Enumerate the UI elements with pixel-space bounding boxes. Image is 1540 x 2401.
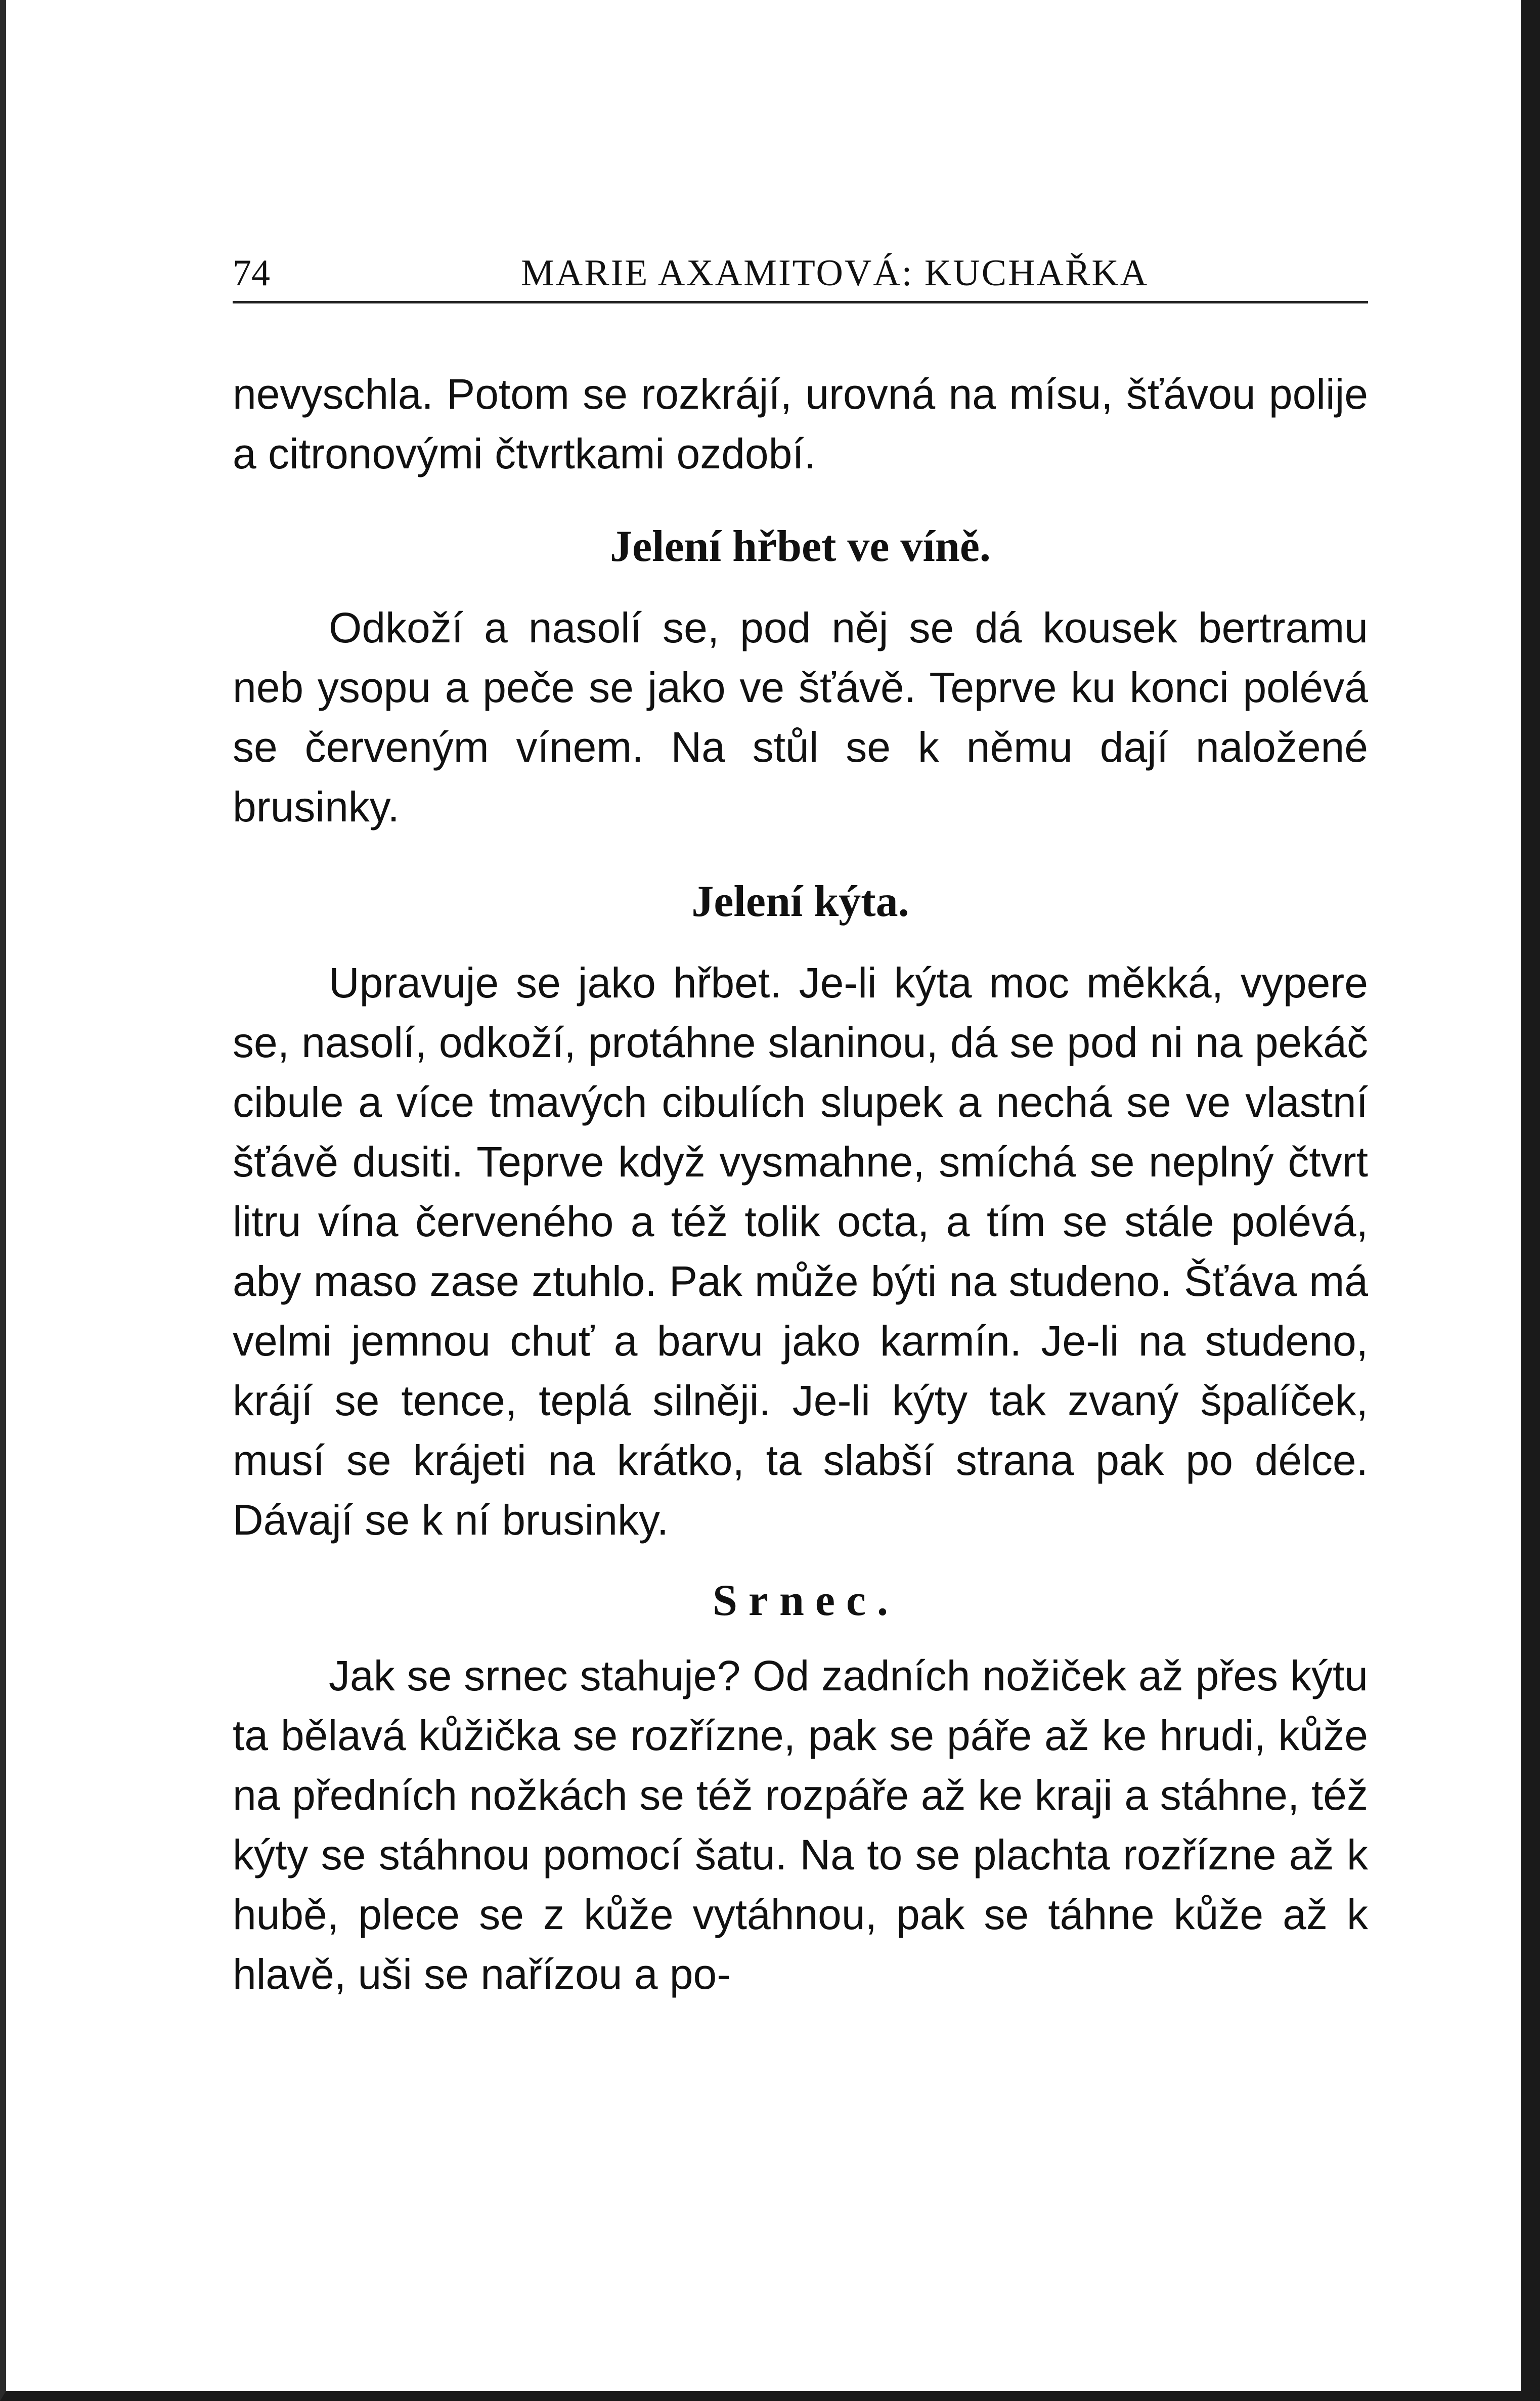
body-text (233, 364, 1368, 2004)
section-heading-srnec: Srnec. (712, 1576, 900, 1625)
section-heading-jeleni-hrbet: Jelení hřbet ve víně. (610, 522, 991, 571)
intro-paragraph: nevyschla. Potom se rozkrájí, urovná na mísu, šťávou polije a citronovými čtvrtkami ozdobí. (233, 370, 1368, 477)
running-head (233, 245, 1368, 303)
section-paragraph-jeleni-hrbet: Odkoží a nasolí se, pod něj se dá kousek bertramu neb ysopu a peče se jako ve šťávě. Teprve ku konci polévá se červeným vínem. Na stůl se k němu dají naložené brusinky. (233, 604, 1368, 831)
running-title: MARIE AXAMITOVÁ: KUCHAŘKA (521, 252, 1149, 294)
section-paragraph-srnec: Jak se srnec stahuje? Od zadních nožiček až přes kýtu ta bělavá kůžička se rozřízne, pak se páře až ke hrudi, kůže na předních nožkách se též rozpáře až ke kraji a stáhne, též kýty se stáhnou pomocí šatu. Na to se plachta rozřízne až k hubě, plece se z kůže vytáhnou, pak se táhne kůže až k hlavě, uši se nařízou a po- (233, 1652, 1368, 1998)
section-paragraph-jeleni-kyta: Upravuje se jako hřbet. Je-li kýta moc měkká, vypere se, nasolí, odkoží, protáhne slaninou, dá se pod ni na pekáč cibule a více tmavých cibulích slupek a nechá se ve vlastní šťávě dusiti. Teprve když vysmahne, smíchá se neplný čtvrt litru vína červeného a též tolik octa, a tím se stále polévá, aby maso zase ztuhlo. Pak může býti na studeno. Šťáva má velmi jemnou chuť a barvu jako karmín. Je-li na studeno, krájí se tence, teplá silněji. Je-li kýty tak zvaný špalíček, musí se krájeti na krátko, ta slabší strana pak po délce. Dávají se k ní brusinky. (233, 959, 1368, 1544)
section-heading-jeleni-kyta: Jelení kýta. (691, 877, 909, 926)
page-number: 74 (233, 252, 270, 294)
